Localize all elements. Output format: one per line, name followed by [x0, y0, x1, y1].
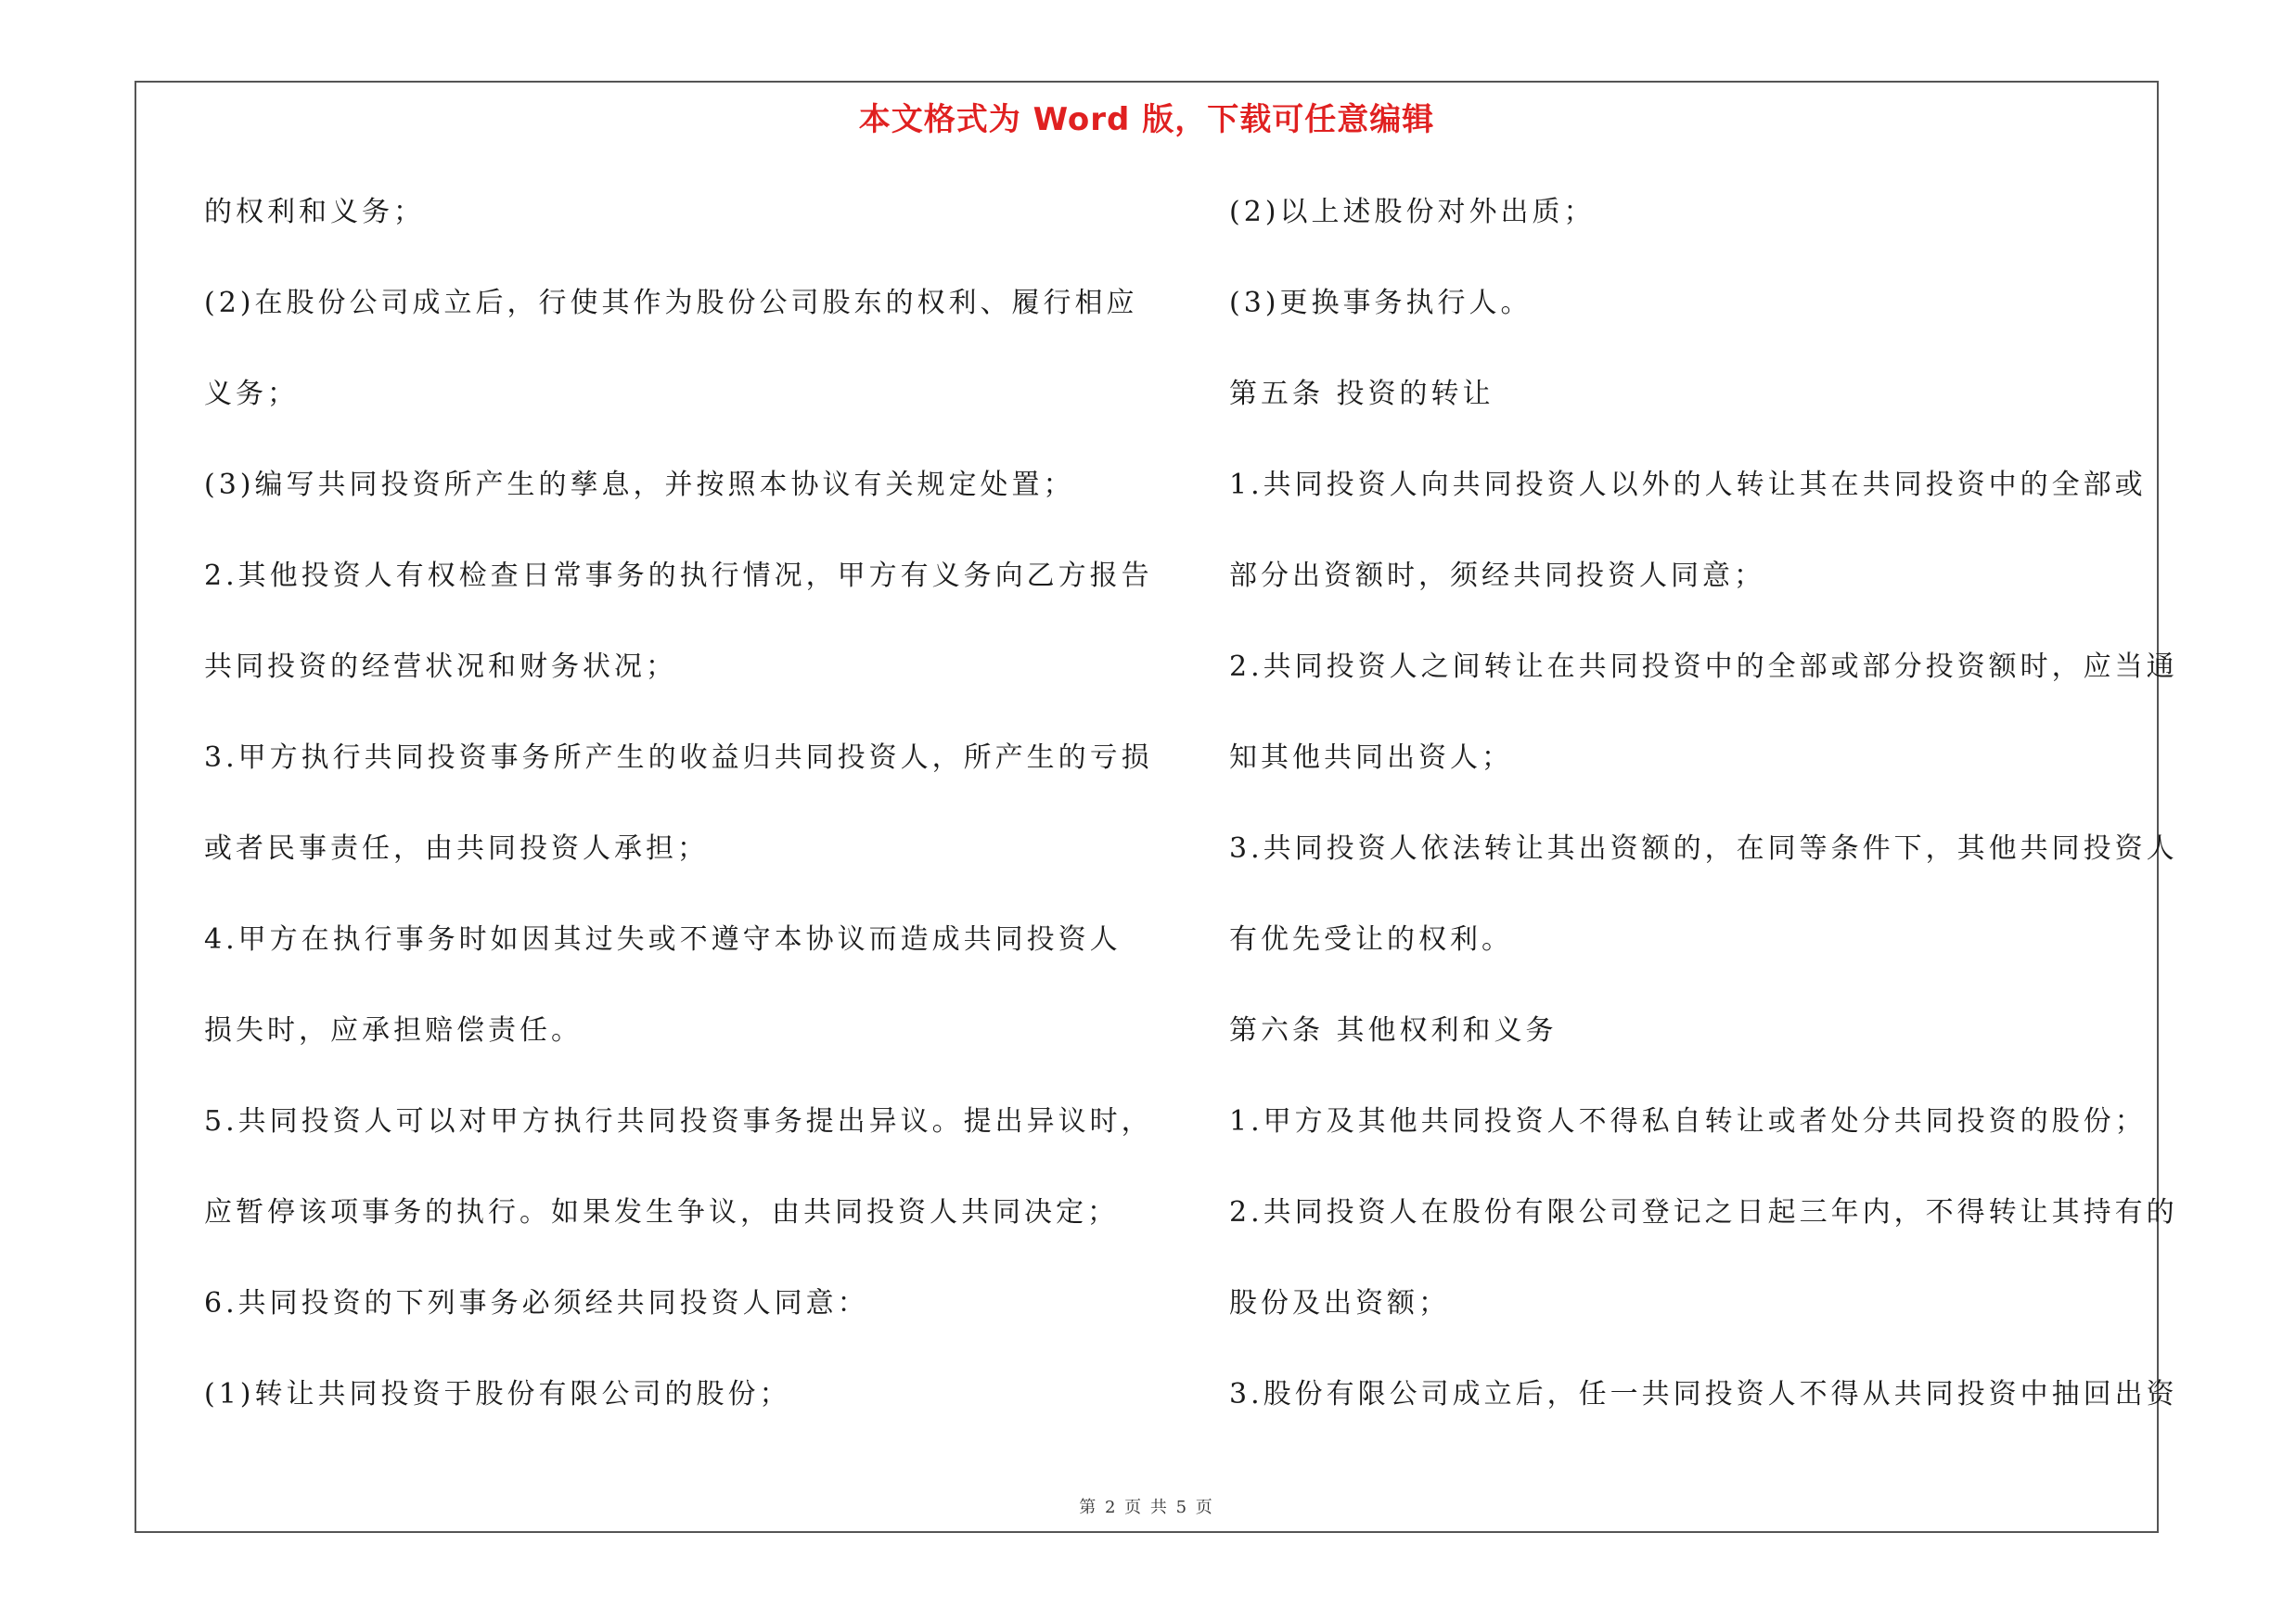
page-number-indicator: 第 2 页 共 5 页	[1079, 1498, 1214, 1517]
text-line: 有优先受让的权利。	[1229, 923, 1513, 956]
text-line: (1)转让共同投资于股份有限公司的股份；	[204, 1378, 791, 1410]
text-line: 共同投资的经营状况和财务状况；	[204, 650, 677, 683]
text-line: 股份及出资额；	[1229, 1287, 1450, 1320]
text-line: (3)更换事务执行人。	[1229, 287, 1533, 319]
section-heading: 第六条 其他权利和义务	[1229, 1014, 1558, 1047]
text-line: 应暂停该项事务的执行。如果发生争议，由共同投资人共同决定；	[204, 1196, 1119, 1229]
text-line: 知其他共同出资人；	[1229, 741, 1513, 774]
text-line: 1.甲方及其他共同投资人不得私自转让或者处分共同投资的股份；	[1229, 1105, 2147, 1138]
text-line: 2.共同投资人之间转让在共同投资中的全部或部分投资额时，应当通	[1229, 650, 2178, 683]
text-line: 2.共同投资人在股份有限公司登记之日起三年内，不得转让其持有的	[1229, 1196, 2178, 1229]
text-line: 1.共同投资人向共同投资人以外的人转让其在共同投资中的全部或	[1229, 469, 2147, 501]
text-line: 2.其他投资人有权检查日常事务的执行情况，甲方有义务向乙方报告	[204, 560, 1153, 592]
text-line: 部分出资额时，须经共同投资人同意；	[1229, 560, 1765, 592]
format-notice-banner: 本文格式为 Word 版，下载可任意编辑	[858, 101, 1435, 138]
document-page	[135, 81, 2178, 1533]
text-line: 3.甲方执行共同投资事务所产生的收益归共同投资人，所产生的亏损	[204, 741, 1153, 774]
text-line: 义务；	[204, 378, 299, 410]
text-line: 3.共同投资人依法转让其出资额的，在同等条件下，其他共同投资人	[1229, 832, 2178, 865]
text-line: 3.股份有限公司成立后，任一共同投资人不得从共同投资中抽回出资	[1229, 1378, 2178, 1410]
section-heading: 第五条 投资的转让	[1229, 378, 1494, 410]
text-line: (2)在股份公司成立后，行使其作为股份公司股东的权利、履行相应	[204, 287, 1138, 319]
text-line: 6.共同投资的下列事务必须经共同投资人同意：	[204, 1287, 869, 1320]
text-line: (2)以上述股份对外出质；	[1229, 196, 1596, 228]
text-line: 或者民事责任，由共同投资人承担；	[204, 832, 709, 865]
text-line: 4.甲方在执行事务时如因其过失或不遵守本协议而造成共同投资人	[204, 923, 1122, 956]
text-line: (3)编写共同投资所产生的孳息，并按照本协议有关规定处置；	[204, 469, 1075, 501]
text-line: 5.共同投资人可以对甲方执行共同投资事务提出异议。提出异议时，	[204, 1105, 1153, 1138]
text-line: 的权利和义务；	[204, 196, 425, 228]
text-line: 损失时，应承担赔偿责任。	[204, 1014, 583, 1047]
